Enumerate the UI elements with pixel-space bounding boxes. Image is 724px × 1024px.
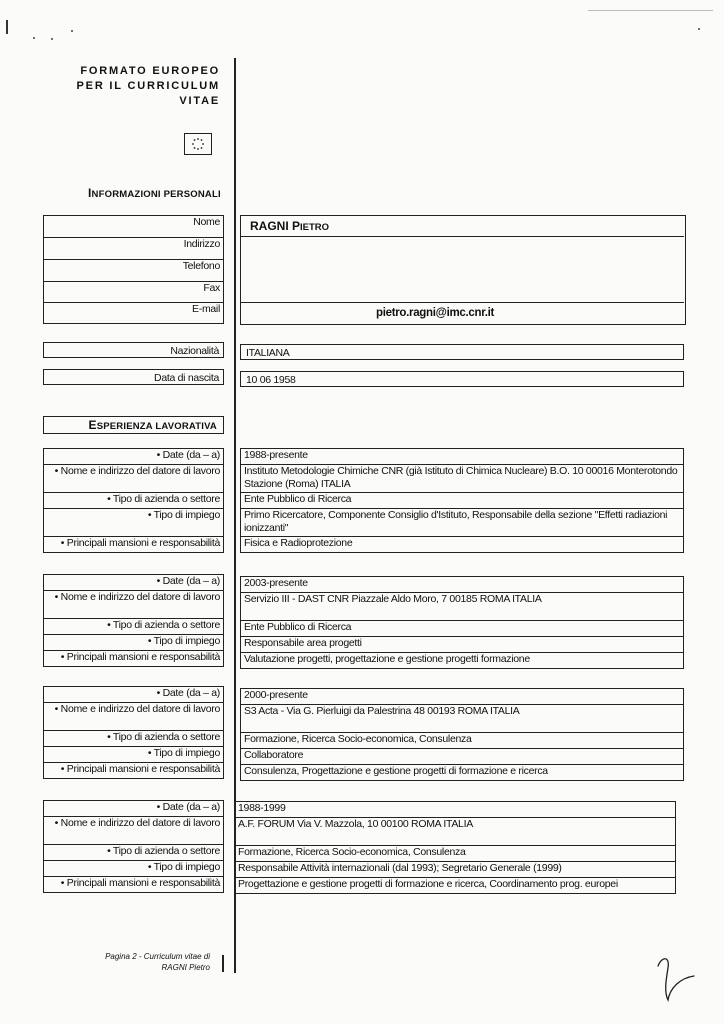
scan-mark — [6, 20, 8, 34]
job-values-table — [240, 448, 684, 553]
value-dates: 2000-presente — [241, 689, 684, 705]
label-employer: • Nome e indirizzo del datore di lavoro — [44, 817, 224, 845]
label-email: E-mail — [44, 303, 224, 324]
scan-speck — [71, 30, 73, 32]
job-labels-table — [43, 800, 224, 893]
job-labels-table — [43, 686, 224, 779]
footer-divider — [222, 955, 224, 972]
section-work-experience: ESPERIENZA LAVORATIVA — [43, 416, 224, 434]
label-employer: • Nome e indirizzo del datore di lavoro — [44, 465, 224, 493]
label-responsibilities: • Principali mansioni e responsabilità — [44, 537, 224, 553]
label-birth-date: Data di nascita — [43, 369, 224, 385]
label-responsibilities: • Principali mansioni e responsabilità — [44, 877, 224, 893]
label-name: Nome — [44, 216, 224, 238]
label-employment-type: • Tipo di impiego — [44, 635, 224, 651]
label-sector: • Tipo di azienda o settore — [44, 731, 224, 747]
value-sector: Formazione, Ricerca Socio-economica, Consulenza — [235, 846, 676, 862]
section-personal-info: INFORMAZIONI PERSONALI — [88, 186, 221, 200]
title-line: FORMATO EUROPEO — [80, 65, 220, 77]
scan-speck — [51, 38, 53, 40]
label-employment-type: • Tipo di impiego — [44, 509, 224, 537]
job-labels-table — [43, 574, 224, 667]
label-dates: • Date (da – a) — [44, 801, 224, 817]
title-line: VITAE — [179, 95, 220, 107]
label-fax: Fax — [44, 282, 224, 303]
scan-speck — [698, 28, 700, 30]
person-name: RAGNI PIETRO — [250, 219, 330, 233]
label-address: Indirizzo — [44, 238, 224, 260]
value-sector: Ente Pubblico di Ricerca — [241, 621, 684, 637]
footer-page-label: Pagina 2 - Curriculum vitae di — [105, 952, 210, 961]
value-sector: Formazione, Ricerca Socio-economica, Consulenza — [241, 733, 684, 749]
value-sector: Ente Pubblico di Ricerca — [241, 493, 684, 509]
label-dates: • Date (da – a) — [44, 687, 224, 703]
label-dates: • Date (da – a) — [44, 449, 224, 465]
row-divider — [240, 236, 684, 237]
row-divider — [240, 302, 684, 303]
value-employer: Instituto Metodologie Chimiche CNR (già Istituto di Chimica Nucleare) B.O. 10 00016 Monterotondo Stazione (Roma) ITALIA — [241, 465, 684, 493]
value-dates: 2003-presente — [241, 577, 684, 593]
value-responsibilities: Fisica e Radioprotezione — [241, 537, 684, 553]
label-sector: • Tipo di azienda o settore — [44, 493, 224, 509]
value-dates: 1988-presente — [241, 449, 684, 465]
top-edge-line — [588, 10, 713, 11]
job-values-table — [234, 801, 676, 894]
value-responsibilities: Consulenza, Progettazione e gestione progetti di formazione e ricerca — [241, 765, 684, 781]
value-employment-type: Responsabile area progetti — [241, 637, 684, 653]
value-employer: A.F. FORUM Via V. Mazzola, 10 00100 ROMA ITALIA — [235, 818, 676, 846]
label-responsibilities: • Principali mansioni e responsabilità — [44, 651, 224, 667]
label-employer: • Nome e indirizzo del datore di lavoro — [44, 703, 224, 731]
nationality-value: ITALIANA — [240, 344, 684, 360]
scan-speck — [33, 37, 35, 39]
value-dates: 1988-1999 — [235, 802, 676, 818]
label-sector: • Tipo di azienda o settore — [44, 845, 224, 861]
value-employment-type: Responsabile Attività internazionali (dal 1993); Segretario Generale (1999) — [235, 862, 676, 878]
value-employment-type: Primo Ricercatore, Componente Consiglio d'Istituto, Responsabile della sezione "Effetti radiazioni ionizzanti" — [241, 509, 684, 537]
value-employment-type: Collaboratore — [241, 749, 684, 765]
job-values-table — [240, 688, 684, 781]
job-labels-table — [43, 448, 224, 553]
title-line: PER IL CURRICULUM — [76, 80, 220, 92]
label-sector: • Tipo di azienda o settore — [44, 619, 224, 635]
page-footer — [90, 951, 210, 973]
label-employment-type: • Tipo di impiego — [44, 747, 224, 763]
eu-stars-icon — [184, 133, 212, 155]
label-nationality: Nazionalità — [43, 342, 224, 358]
label-phone: Telefono — [44, 260, 224, 282]
footer-owner-name: RAGNI Pietro — [161, 963, 210, 972]
value-employer: Servizio III - DAST CNR Piazzale Aldo Moro, 7 00185 ROMA ITALIA — [241, 593, 684, 621]
value-responsibilities: Progettazione e gestione progetti di formazione e ricerca, Coordinamento prog. europei — [235, 878, 676, 894]
cv-format-title — [40, 64, 220, 109]
value-employer: S3 Acta - Via G. Pierluigi da Palestrina 48 00193 ROMA ITALIA — [241, 705, 684, 733]
label-employment-type: • Tipo di impiego — [44, 861, 224, 877]
personal-labels-table — [43, 215, 224, 324]
birth-date-value: 10 06 1958 — [240, 371, 684, 387]
job-values-table — [240, 576, 684, 669]
label-responsibilities: • Principali mansioni e responsabilità — [44, 763, 224, 779]
email-value: pietro.ragni@imc.cnr.it — [376, 307, 495, 319]
label-dates: • Date (da – a) — [44, 575, 224, 591]
label-employer: • Nome e indirizzo del datore di lavoro — [44, 591, 224, 619]
value-responsibilities: Valutazione progetti, progettazione e gestione progetti formazione — [241, 653, 684, 669]
handwritten-signature — [650, 948, 698, 1006]
